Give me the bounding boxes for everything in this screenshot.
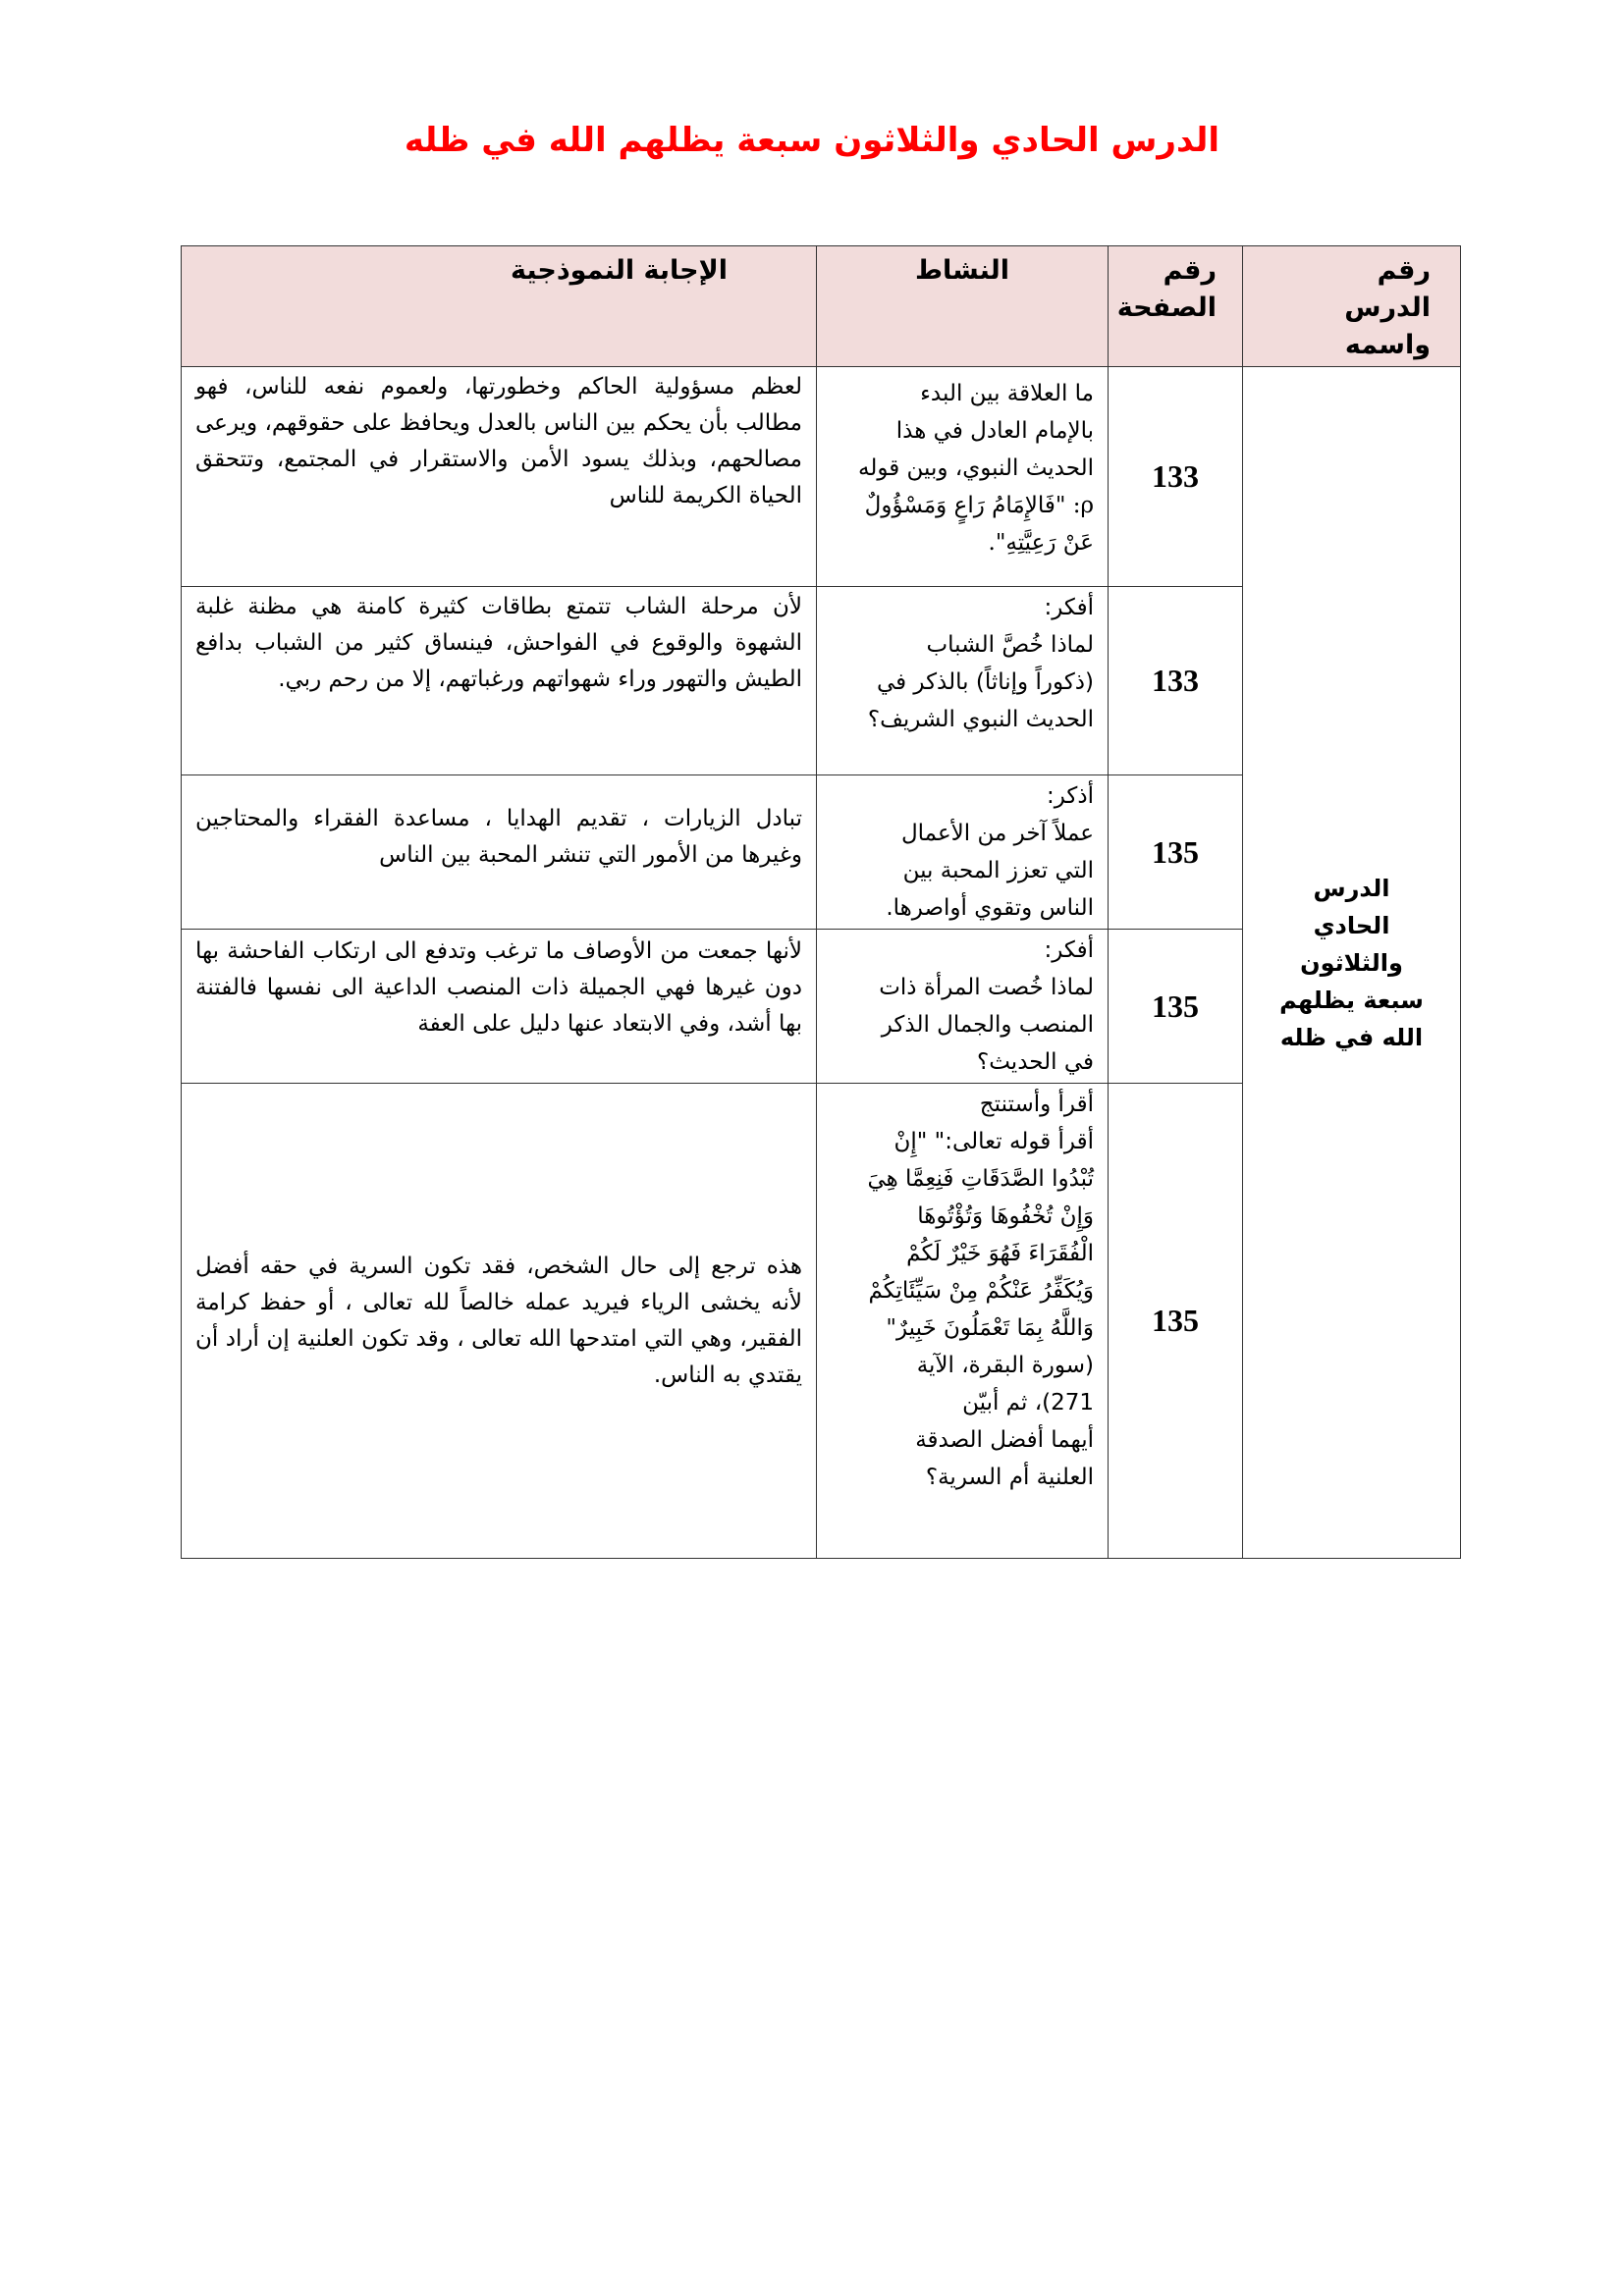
- activity-line: الحديث النبوي، وبين قوله: [858, 455, 1094, 481]
- activity-line: أفكر:: [1044, 937, 1094, 963]
- table-row: [182, 367, 1461, 587]
- table-header-row: [182, 246, 1461, 367]
- lesson-name: الدرس الحادي والثلاثون سبعة يظلهم الله في ظله: [1279, 874, 1424, 1051]
- page-number: 133: [1109, 587, 1243, 775]
- activity-line: أيهما أفضل الصدقة: [915, 1427, 1094, 1453]
- activity-line: أذكر:: [1046, 783, 1094, 809]
- activity-cell: [817, 930, 1109, 1084]
- activity-line: الحديث النبوي الشريف؟: [867, 707, 1094, 732]
- header-answer: الإجابة النموذجية: [182, 246, 817, 367]
- activity-line: أقرأ قوله تعالى:" "إِنْ: [893, 1129, 1094, 1154]
- page-number: 135: [1109, 930, 1243, 1084]
- header-page: رقم الصفحة: [1109, 246, 1243, 367]
- activity-cell: [817, 587, 1109, 775]
- answer-cell: لأن مرحلة الشاب تتمتع بطاقات كثيرة كامنة هي مظنة غلبة الشهوة والوقوع في الفواحش، فينساق كثير من الشباب بدافع الطيش والتهور وراء شهواتهم ورغباتهم، إلا من رحم ربي.: [182, 587, 817, 775]
- activity-line: لماذا خُصت المرأة ذات: [879, 975, 1094, 1000]
- activity-line: وَيُكَفِّرُ عَنْكُمْ مِنْ سَيِّئَاتِكُمْ: [868, 1278, 1094, 1304]
- activity-cell: [817, 1084, 1109, 1559]
- activity-line: عَنْ رَعِيَّتِهِ".: [988, 530, 1094, 556]
- activity-line: وَإِنْ تُخْفُوهَا وَتُؤْتُوهَا: [917, 1203, 1094, 1229]
- page-number: 133: [1109, 367, 1243, 587]
- activity-line: لماذا خُصَّ الشباب: [926, 632, 1094, 658]
- page-number: 135: [1109, 1084, 1243, 1559]
- activity-line: عملاً آخر من الأعمال: [900, 821, 1094, 846]
- activity-line: وَاللَّهُ بِمَا تَعْمَلُونَ خَبِيرٌ": [886, 1315, 1094, 1341]
- activity-line: العلنية أم السرية؟: [925, 1465, 1094, 1490]
- header-activity: النشاط: [817, 246, 1109, 367]
- activity-line: (سورة البقرة، الآية: [916, 1353, 1094, 1378]
- activity-line: في الحديث؟: [977, 1049, 1094, 1075]
- activity-line: (ذكوراً وإناثاً) بالذكر في: [876, 669, 1094, 695]
- answer-cell: تبادل الزيارات ، تقديم الهدايا ، مساعدة الفقراء والمحتاجين وغيرها من الأمور التي تنشر المحبة بين الناس: [182, 775, 817, 930]
- page-number: 135: [1109, 775, 1243, 930]
- activity-line: بالإمام العادل في هذا: [895, 418, 1094, 444]
- activity-line: أقرأ وأستنتج: [979, 1092, 1094, 1117]
- answer-cell: لعظم مسؤولية الحاكم وخطورتها، ولعموم نفعه للناس، فهو مطالب بأن يحكم بين الناس بالعدل ويحافظ على حقوقهم، ويرعى مصالحهم، وبذلك يسود الأمن والاستقرار في المجتمع، وتتحقق الحياة الكريمة للناس: [182, 367, 817, 587]
- header-lesson: رقم الدرس واسمه: [1243, 246, 1461, 367]
- activity-line: ρ: "فَالإِمَامُ رَاعٍ وَمَسْؤُولٌ: [864, 493, 1094, 518]
- activity-line: التي تعزز المحبة بين: [902, 858, 1094, 883]
- activity-line: الناس وتقوي أواصرها.: [886, 895, 1094, 921]
- answer-cell: هذه ترجع إلى حال الشخص، فقد تكون السرية في حقه أفضل لأنه يخشى الرياء فيريد عمله خالصاً لله تعالى ، أو حفظ كرامة الفقير، وهي التي امتدحها الله تعالى ، وقد تكون العلنية إن أراد أن يقتدي به الناس.: [182, 1084, 817, 1559]
- activity-cell: [817, 367, 1109, 587]
- activity-line: 271)، ثم أبيّن: [962, 1390, 1094, 1415]
- activity-line: ما العلاقة بين البدء: [920, 381, 1094, 406]
- activity-line: أفكر:: [1044, 595, 1094, 620]
- page-title: الدرس الحادي والثلاثون سبعة يظلهم الله في ظله: [404, 121, 1220, 160]
- lesson-table: [181, 245, 1461, 1559]
- answer-cell: لأنها جمعت من الأوصاف ما ترغب وتدفع الى ارتكاب الفاحشة بها دون غيرها فهي الجميلة ذات المنصب الداعية الى نفسها فالفتنة بها أشد، وفي الابتعاد عنها دليل على العفة: [182, 930, 817, 1084]
- activity-line: المنصب والجمال الذكر: [881, 1012, 1094, 1038]
- activity-line: الْفُقَرَاءَ فَهُوَ خَيْرٌ لَكُمْ: [906, 1241, 1094, 1266]
- lesson-name-cell: [1243, 367, 1461, 1559]
- activity-line: تُبْدُوا الصَّدَقَاتِ فَنِعِمَّا هِيَ: [867, 1166, 1094, 1192]
- activity-cell: [817, 775, 1109, 930]
